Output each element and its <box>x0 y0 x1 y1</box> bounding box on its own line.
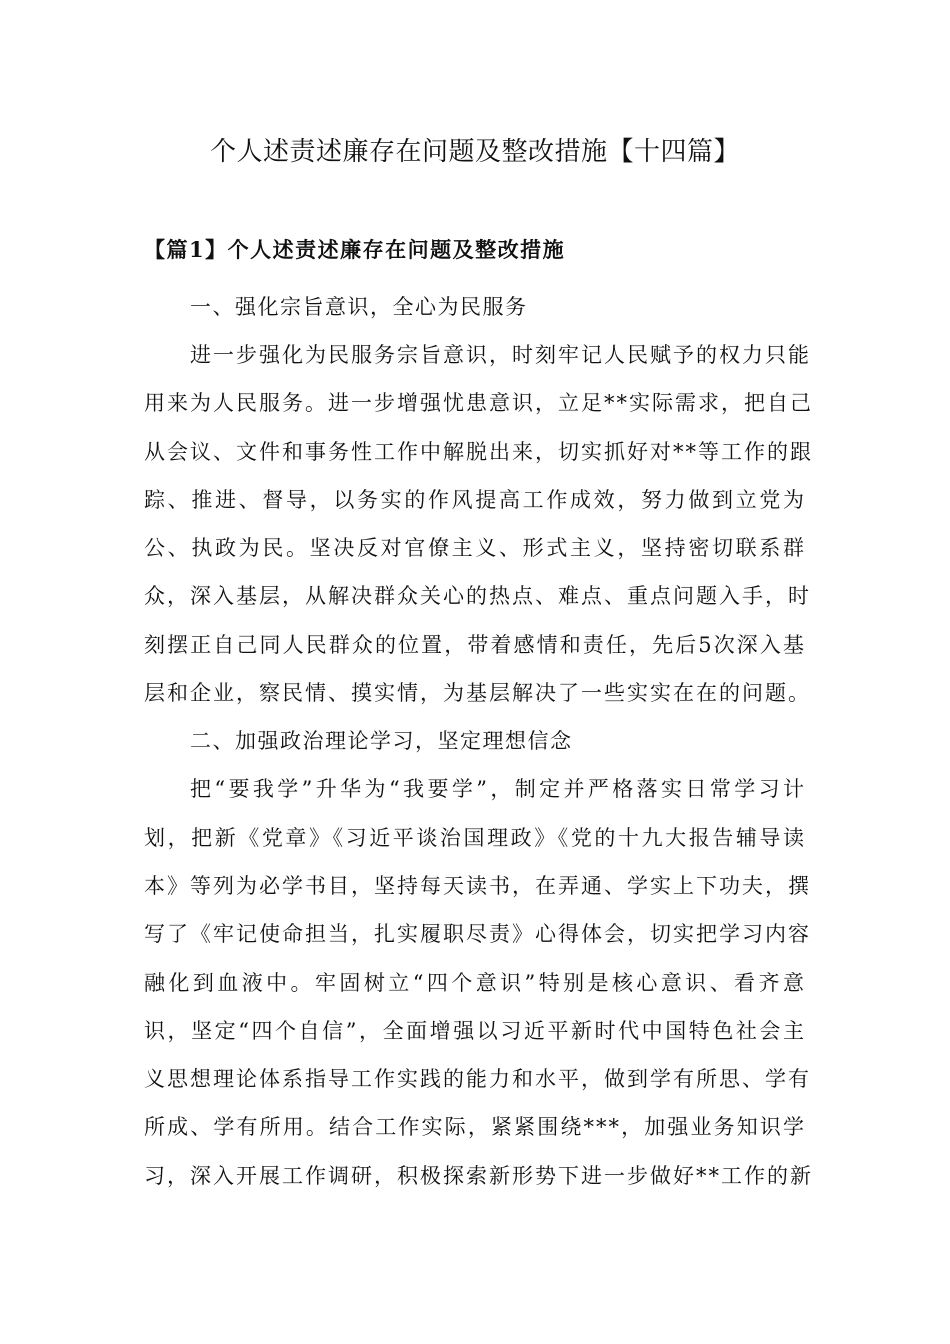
paragraph-line: 写了《牢记使命担当，扎实履职尽责》心得体会，切实把学习内容 <box>144 922 811 947</box>
paragraph-line: 踪、推进、督导，以务实的作风提高工作成效，努力做到立党为 <box>144 487 806 512</box>
paragraph-line: 层和企业，察民情、摸实情，为基层解决了一些实实在在的问题。 <box>144 681 811 706</box>
paragraph-line: 进一步强化为民服务宗旨意识，时刻牢记人民赋予的权力只能 <box>190 343 811 367</box>
paragraph-line: 用来为人民服务。进一步增强忧患意识，立足**实际需求，把自己 <box>144 391 813 416</box>
heading-2: 二、加强政治理论学习，坚定理想信念 <box>190 729 573 754</box>
paragraph-line: 所成、学有所用。结合工作实际，紧紧围绕***，加强业务知识学 <box>144 1115 806 1140</box>
paragraph-line: 公、执政为民。坚决反对官僚主义、形式主义，坚持密切联系群 <box>144 536 806 561</box>
paragraph-line: 刻摆正自己同人民群众的位置，带着感情和责任，先后5次深入基 <box>144 632 806 657</box>
paragraph-line: 把“要我学”升华为“我要学”，制定并严格落实日常学习计 <box>190 777 806 802</box>
paragraph-line: 义思想理论体系指导工作实践的能力和水平，做到学有所思、学有 <box>144 1067 811 1092</box>
paragraph-line: 划，把新《党章》《习近平谈治国理政》《党的十九大报告辅导读 <box>144 825 806 850</box>
paragraph-line: 习，深入开展工作调研，积极探索新形势下进一步做好**工作的新 <box>144 1163 813 1188</box>
paragraph-line: 从会议、文件和事务性工作中解脱出来，切实抓好对**等工作的跟 <box>144 439 813 464</box>
heading-1: 一、强化宗旨意识，全心为民服务 <box>190 295 528 319</box>
document-title: 个人述责述廉存在问题及整改措施【十四篇】 <box>209 137 740 167</box>
paragraph-1 <box>144 331 813 717</box>
document-body <box>144 283 813 1200</box>
paragraph-line: 本》等列为必学书目，坚持每天读书，在弄通、学实上下功夫，撰 <box>144 873 811 898</box>
paragraph-2 <box>144 765 813 1200</box>
paragraph-line: 融化到血液中。牢固树立“四个意识”特别是核心意识、看齐意 <box>144 970 806 995</box>
paragraph-line: 众，深入基层，从解决群众关心的热点、难点、重点问题入手，时 <box>144 584 811 609</box>
section-title: 【篇1】个人述责述廉存在问题及整改措施 <box>144 237 566 262</box>
paragraph-line: 识，坚定“四个自信”，全面增强以习近平新时代中国特色社会主 <box>144 1018 806 1043</box>
